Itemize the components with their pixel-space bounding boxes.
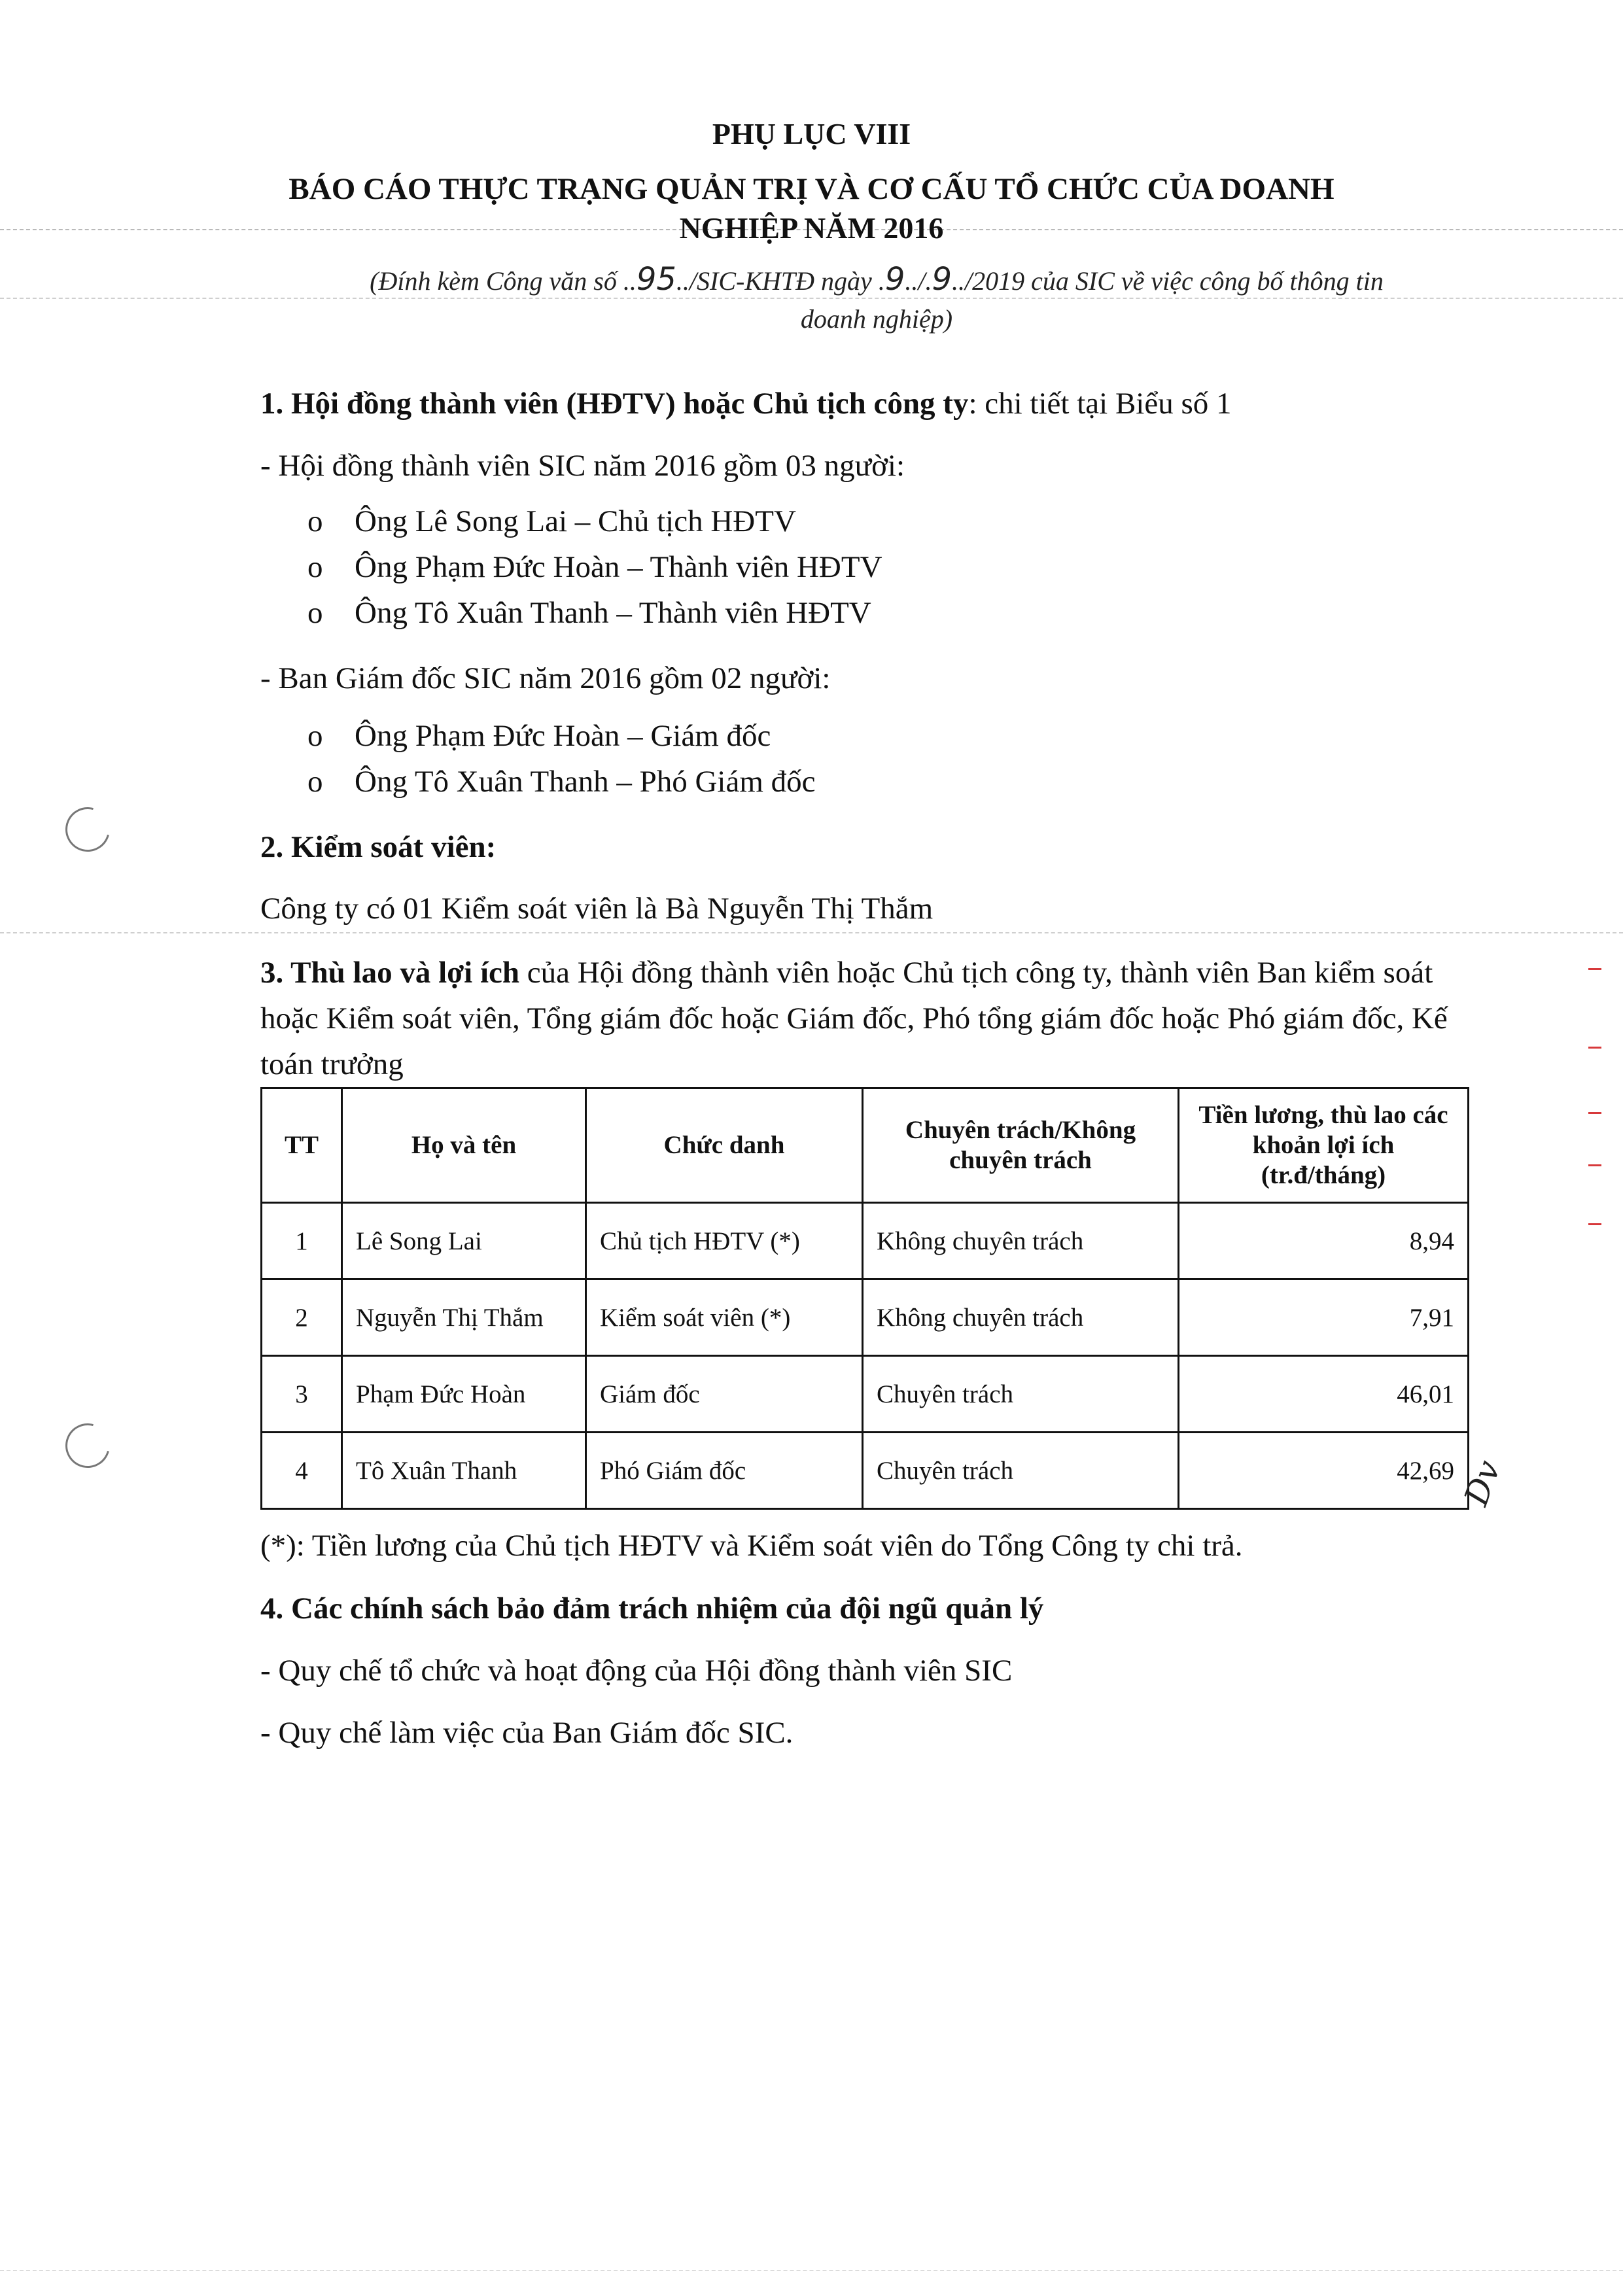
cell-tt: 1 [262,1203,342,1279]
red-mark [1588,1223,1601,1225]
cell-employment-type: Chuyên trách [863,1433,1179,1509]
board-member-item [307,549,882,585]
policy-item: - Quy chế làm việc của Ban Giám đốc SIC. [260,1716,794,1750]
bullet-marker: o [307,550,323,584]
table-row [262,1433,1469,1509]
director-item [307,718,771,754]
bullet-marker: o [307,504,323,538]
board-member-text: Ông Tô Xuân Thanh – Thành viên HĐTV [355,596,871,630]
attachment-mid: ../SIC-KHTĐ ngày . [676,266,885,296]
punch-hole-mark [58,799,118,860]
header-name: Họ và tên [342,1088,586,1203]
section1-heading [260,386,1232,421]
punch-hole-mark [58,1416,118,1476]
report-title-line2: NGHIỆP NĂM 2016 [679,211,944,245]
cell-role: Chủ tịch HĐTV (*) [586,1203,863,1279]
table-row [262,1203,1469,1279]
handwritten-initials: Dv [1457,1455,1509,1511]
table-row [262,1279,1469,1356]
handwritten-month: 9 [932,261,952,298]
attachment-separator: ../. [905,266,932,296]
red-stamp-edge-marks [1588,968,1608,1243]
handwritten-document-number: 95 [636,261,676,298]
header-role: Chức danh [586,1088,863,1203]
cell-name: Tô Xuân Thanh [342,1433,586,1509]
report-title-line1: BÁO CÁO THỰC TRẠNG QUẢN TRỊ VÀ CƠ CẤU TỔ CHỨC CỦA DOANH [288,172,1335,206]
cell-tt: 4 [262,1433,342,1509]
board-member-text: Ông Lê Song Lai – Chủ tịch HĐTV [355,504,796,538]
cell-tt: 3 [262,1356,342,1433]
cell-role: Phó Giám đốc [586,1433,863,1509]
header-salary: Tiền lương, thù lao các khoản lợi ích (tr.đ/tháng) [1179,1088,1469,1203]
directors-intro: - Ban Giám đốc SIC năm 2016 gồm 02 người: [260,661,831,695]
director-item [307,764,816,799]
header-employment-type: Chuyên trách/Không chuyên trách [863,1088,1179,1203]
cell-role: Kiểm soát viên (*) [586,1279,863,1356]
section1-heading-bold: 1. Hội đồng thành viên (HĐTV) hoặc Chủ tịch công ty [260,387,969,421]
attachment-suffix: ../2019 của SIC về việc công bố thông tin [952,266,1384,296]
attachment-line2: doanh nghiệp) [800,304,953,334]
section3-heading-rest: của Hội đồng thành viên hoặc Chủ tịch công ty, thành viên Ban kiểm soát hoặc Kiểm soát viên, Tổng giám đốc hoặc Giám đốc, Phó tổng giám đốc hoặc Phó giám đốc, Kế toán trưởng [260,956,1448,1081]
section2-text: Công ty có 01 Kiểm soát viên là Bà Nguyễn Thị Thắm [260,892,934,926]
cell-employment-type: Không chuyên trách [863,1279,1179,1356]
cell-salary: 7,91 [1179,1279,1469,1356]
handwritten-day: 9 [884,261,905,298]
cell-name: Phạm Đức Hoàn [342,1356,586,1433]
table-row [262,1356,1469,1433]
red-mark [1588,1112,1601,1114]
board-member-text: Ông Phạm Đức Hoàn – Thành viên HĐTV [355,550,882,584]
attachment-prefix: (Đính kèm Công văn số .. [370,266,637,296]
cell-name: Lê Song Lai [342,1203,586,1279]
cell-employment-type: Chuyên trách [863,1356,1179,1433]
board-member-item [307,595,871,631]
cell-tt: 2 [262,1279,342,1356]
section1-heading-rest: : chi tiết tại Biểu số 1 [968,387,1232,421]
director-text: Ông Tô Xuân Thanh – Phó Giám đốc [355,765,816,799]
appendix-title: PHỤ LỤC VIII [712,117,911,150]
section3-heading-bold: 3. Thù lao và lợi ích [260,956,520,990]
cell-name: Nguyễn Thị Thắm [342,1279,586,1356]
section2-heading: 2. Kiểm soát viên: [260,830,497,864]
red-mark [1588,1047,1601,1049]
board-member-item [307,504,796,539]
bullet-marker: o [307,719,323,753]
table-footnote: (*): Tiền lương của Chủ tịch HĐTV và Kiểm soát viên do Tổng Công ty chi trả. [260,1529,1243,1563]
scan-artifact-line [0,932,1623,933]
cell-salary: 46,01 [1179,1356,1469,1433]
attachment-reference [275,260,1478,338]
scan-artifact-line [0,2270,1623,2271]
section3-heading [260,950,1490,1087]
board-intro: - Hội đồng thành viên SIC năm 2016 gồm 03 người: [260,449,905,483]
red-mark [1588,1164,1601,1166]
table-header-row [262,1088,1469,1203]
section4-heading: 4. Các chính sách bảo đảm trách nhiệm của đội ngũ quản lý [260,1592,1044,1626]
red-mark [1588,968,1601,970]
compensation-table [260,1087,1469,1510]
cell-salary: 8,94 [1179,1203,1469,1279]
header-tt: TT [262,1088,342,1203]
cell-salary: 42,69 [1179,1433,1469,1509]
bullet-marker: o [307,596,323,630]
policy-item: - Quy chế tổ chức và hoạt động của Hội đồng thành viên SIC [260,1654,1013,1688]
director-text: Ông Phạm Đức Hoàn – Giám đốc [355,719,771,753]
cell-employment-type: Không chuyên trách [863,1203,1179,1279]
cell-role: Giám đốc [586,1356,863,1433]
bullet-marker: o [307,765,323,799]
